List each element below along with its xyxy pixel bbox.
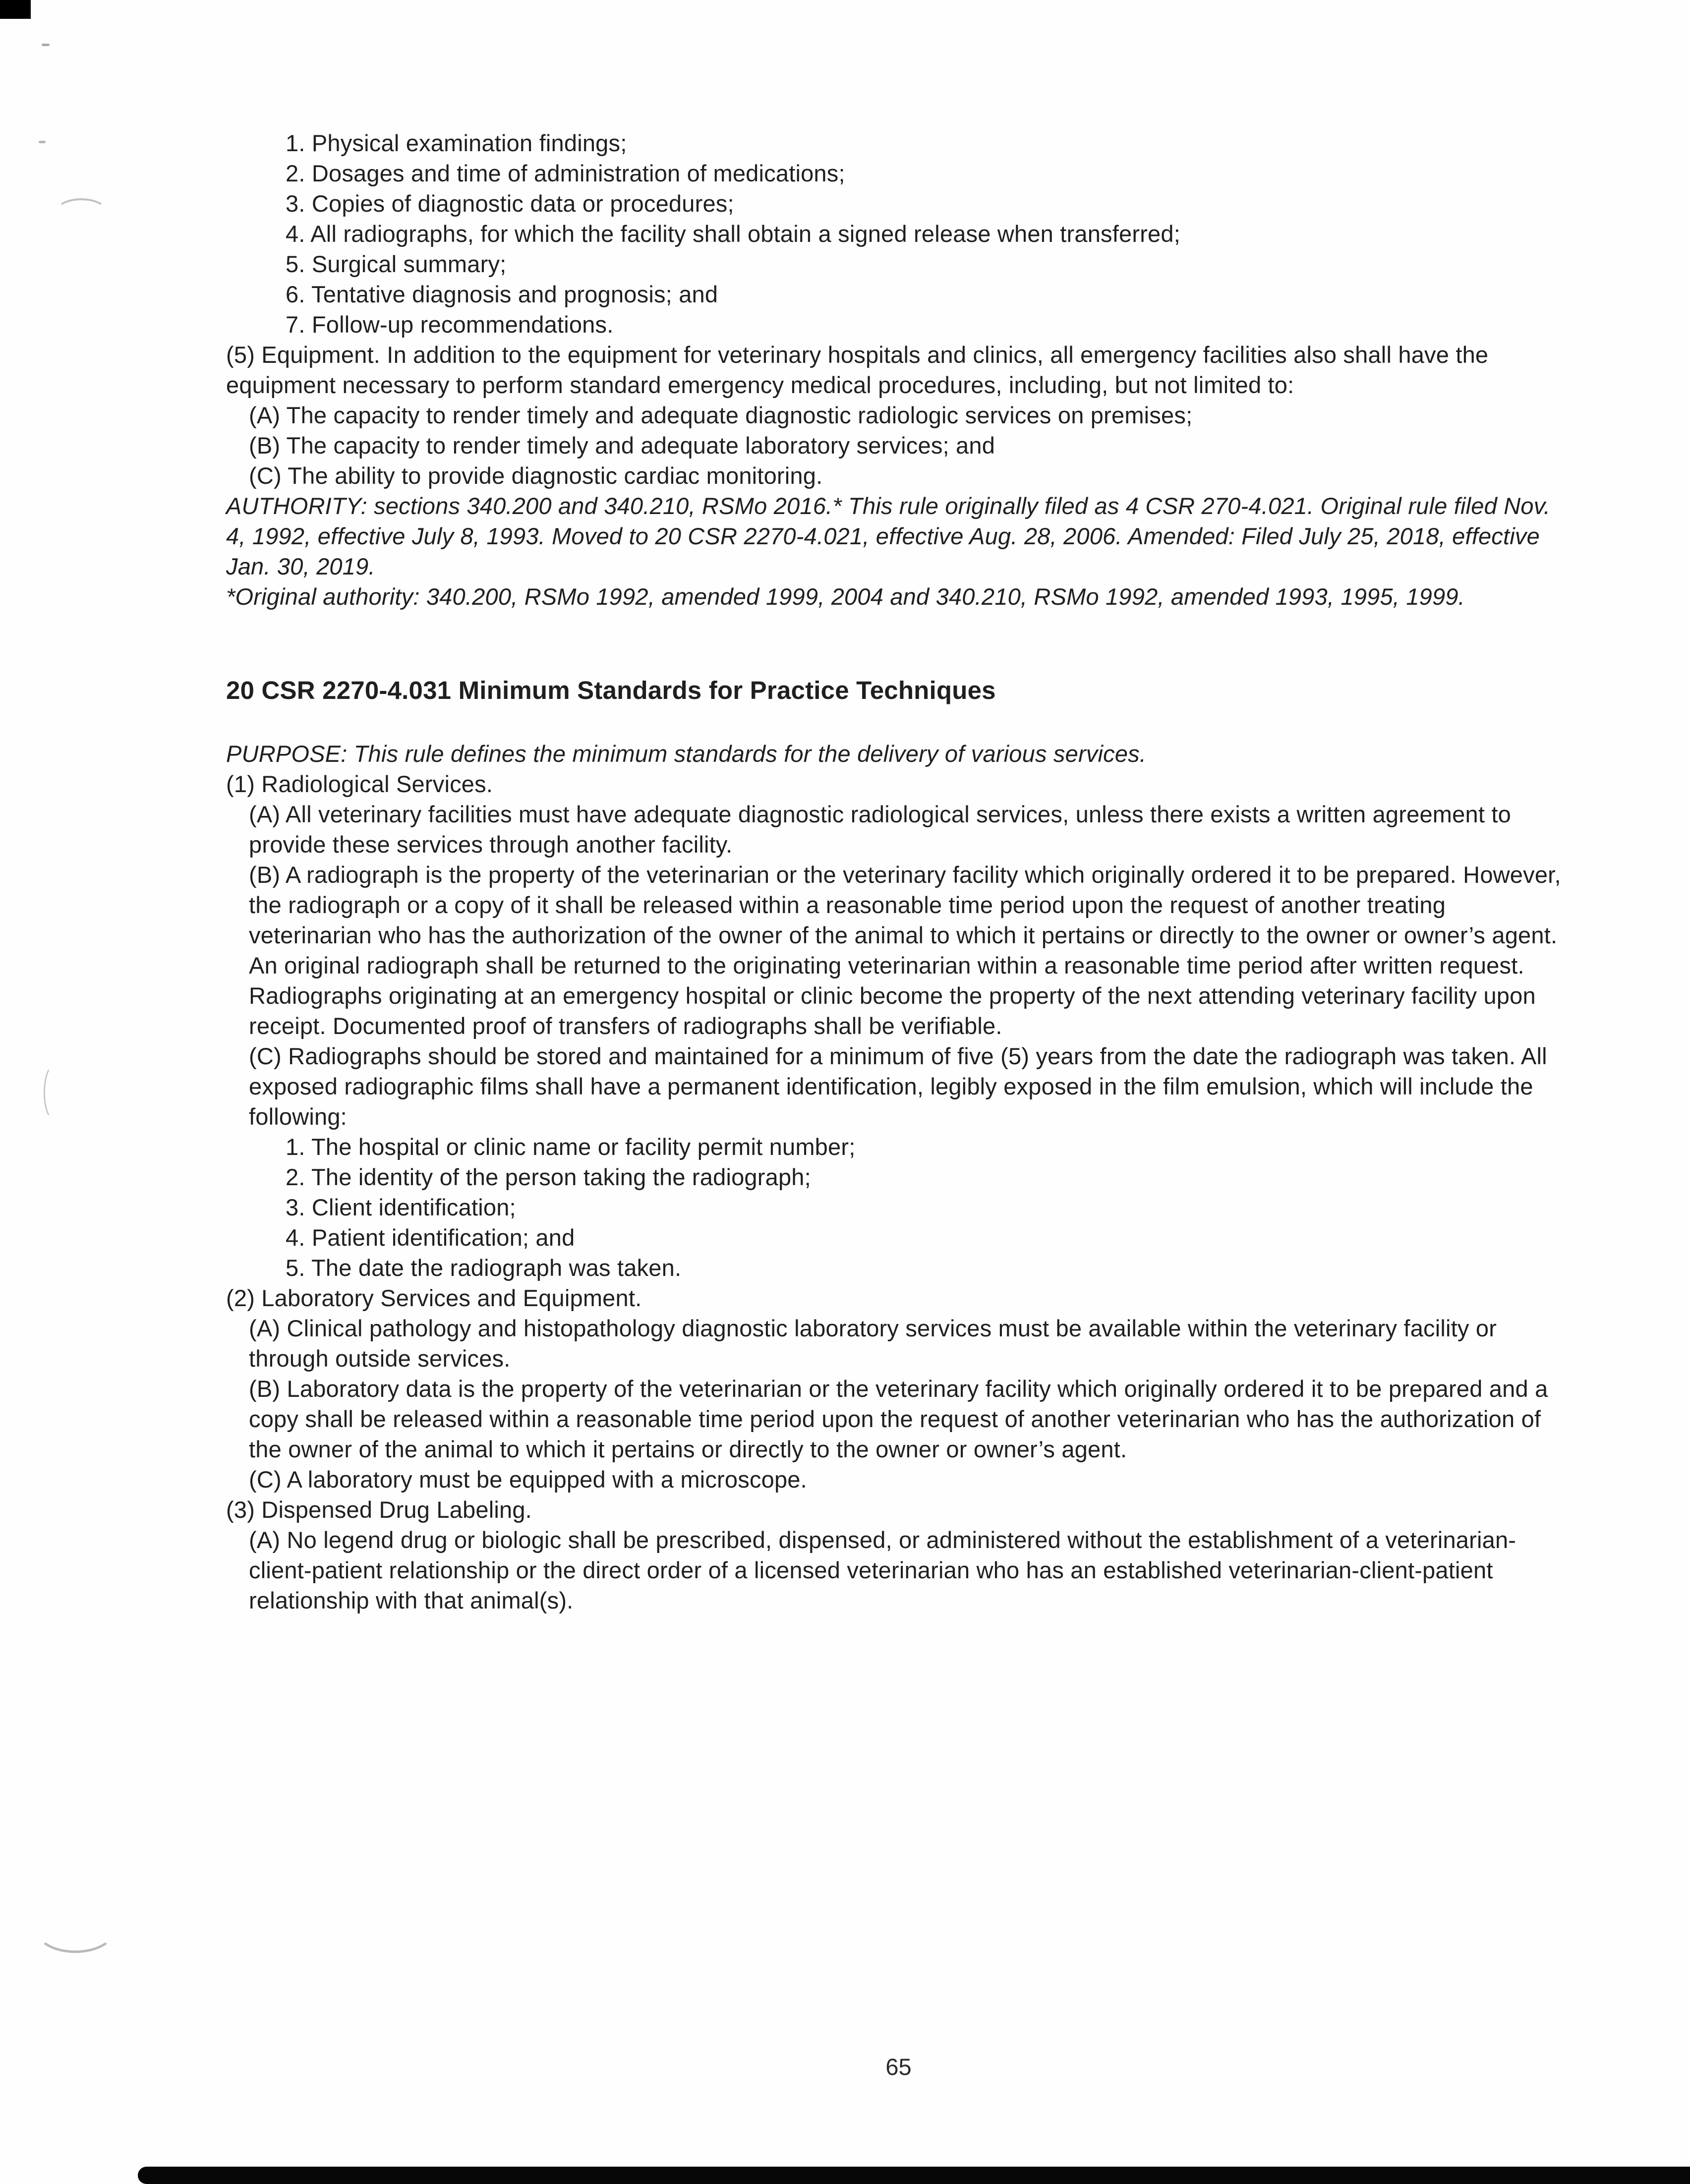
numbered-item: 2. Dosages and time of administration of medications;: [286, 160, 845, 186]
subsection-item: (C) Radiographs should be stored and maintained for a minimum of five (5) years from the date the radiograph was taken. All exposed radiographic films shall have a permanent identification, legibly exposed in the film emulsion, which will include the following:: [249, 1043, 1547, 1130]
numbered-item: 5. Surgical summary;: [286, 251, 507, 277]
section-paragraph: (2) Laboratory Services and Equipment.: [226, 1285, 642, 1311]
numbered-item: 4. Patient identification; and: [286, 1224, 575, 1251]
numbered-item: 3. Copies of diagnostic data or procedures;: [286, 190, 734, 217]
section-paragraph: (1) Radiological Services.: [226, 771, 493, 797]
subsection-item: (C) A laboratory must be equipped with a microscope.: [249, 1466, 807, 1493]
subsection-item: (A) No legend drug or biologic shall be prescribed, dispensed, or administered without the establishment of a veterinarian-client-patient relationship or the direct order of a licensed veterinarian who has an established veterinarian-client-patient relationship with that animal(s).: [249, 1527, 1516, 1613]
subsection-item: (B) Laboratory data is the property of the veterinarian or the veterinary facility which originally ordered it to be prepared and a copy shall be released within a reasonable time period upon the request of another veterinarian who has the authorization of the owner of the animal to which it pertains or directly to the owner or owner’s agent.: [249, 1376, 1548, 1462]
numbered-item: 1. Physical examination findings;: [286, 130, 627, 156]
rule-heading: 20 CSR 2270-4.031 Minimum Standards for Practice Techniques: [226, 676, 996, 704]
purpose-note: PURPOSE: This rule defines the minimum standards for the delivery of various services.: [226, 741, 1147, 767]
section-paragraph: (5) Equipment. In addition to the equipment for veterinary hospitals and clinics, all emergency facilities also shall have the equipment necessary to perform standard emergency medical procedures, including, but not limited to:: [226, 342, 1489, 398]
subsection-item: (A) All veterinary facilities must have adequate diagnostic radiological services, unless there exists a written agreement to provide these services through another facility.: [249, 801, 1511, 858]
subsection-item: (B) The capacity to render timely and adequate laboratory services; and: [249, 432, 995, 459]
subsection-item: (C) The ability to provide diagnostic cardiac monitoring.: [249, 462, 823, 489]
authority-note: AUTHORITY: sections 340.200 and 340.210, RSMo 2016.* This rule originally filed as 4 CSR 270-4.021. Original rule filed Nov. 4, 1992, effective July 8, 1993. Moved to 20 CSR 2270-4.021, effective Aug. 28, 2006. Amended: Filed July 25, 2018, effective Jan. 30, 2019.: [226, 493, 1551, 579]
numbered-item: 7. Follow-up recommendations.: [286, 311, 614, 338]
numbered-item: 6. Tentative diagnosis and prognosis; and: [286, 281, 718, 307]
numbered-item: 3. Client identification;: [286, 1194, 516, 1220]
numbered-item: 5. The date the radiograph was taken.: [286, 1255, 682, 1281]
numbered-item: 1. The hospital or clinic name or facility permit number;: [286, 1134, 856, 1160]
page-number: 65: [885, 2054, 912, 2080]
numbered-item: 4. All radiographs, for which the facility shall obtain a signed release when transferred;: [286, 221, 1180, 247]
section-paragraph: (3) Dispensed Drug Labeling.: [226, 1496, 532, 1523]
subsection-item: (A) Clinical pathology and histopathology diagnostic laboratory services must be available within the veterinary facility or through outside services.: [249, 1315, 1497, 1372]
numbered-item: 2. The identity of the person taking the radiograph;: [286, 1164, 811, 1190]
scan-artifact-bottom-bar: [138, 2167, 1690, 2184]
scan-smudge-arc: [35, 1904, 116, 1953]
subsection-item: (B) A radiograph is the property of the veterinarian or the veterinary facility which originally ordered it to be prepared. However, the radiograph or a copy of it shall be released within a reasonable time period upon the request of another treating veterinarian who has the authorization of the owner of the animal to which it pertains or directly to the owner or owner’s agent. An original radiograph shall be returned to the originating veterinarian within a reasonable time period after written request. Radiographs originating at an emergency hospital or clinic become the property of the next attending veterinary facility upon receipt. Documented proof of transfers of radiographs shall be verifiable.: [249, 862, 1561, 1039]
original-authority-note: *Original authority: 340.200, RSMo 1992, amended 1999, 2004 and 340.210, RSMo 1992, amended 1993, 1995, 1999.: [226, 583, 1465, 610]
subsection-item: (A) The capacity to render timely and adequate diagnostic radiologic services on premises;: [249, 402, 1193, 428]
